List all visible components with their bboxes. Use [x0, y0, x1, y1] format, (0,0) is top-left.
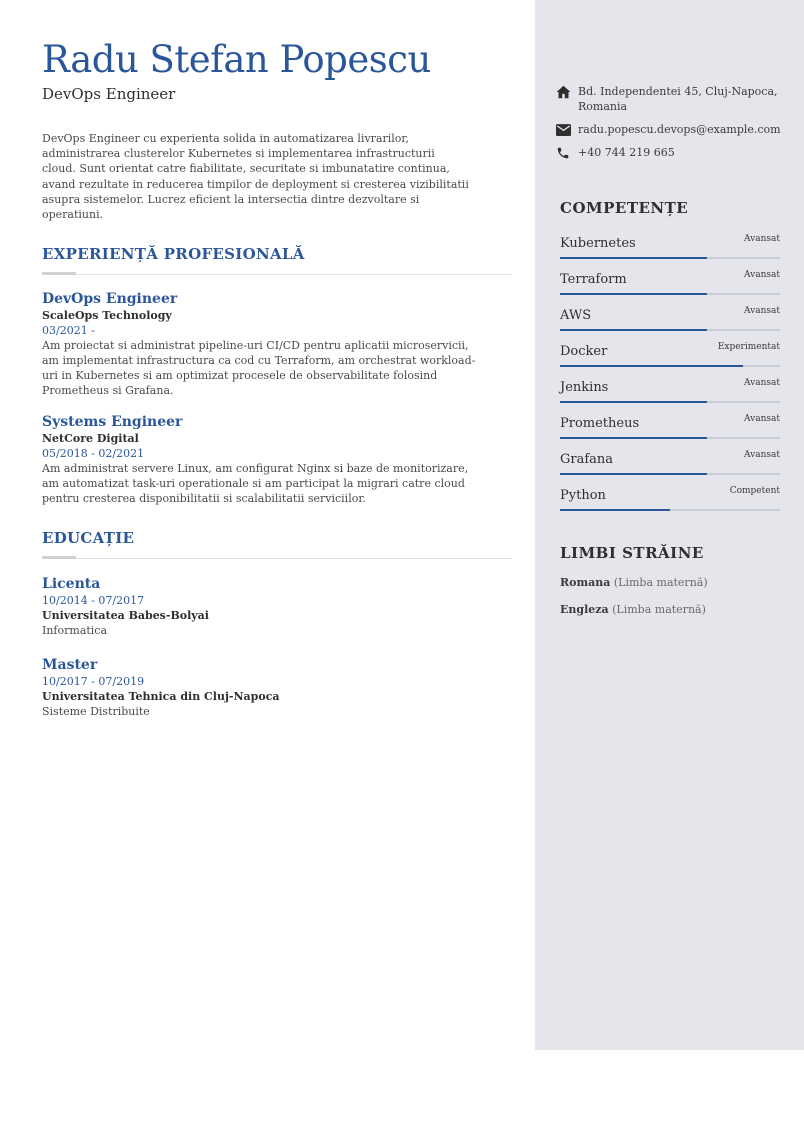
job-title: DevOps Engineer [42, 85, 176, 103]
skills-section [560, 198, 780, 522]
profile-summary: DevOps Engineer cu experienta solida in automatizarea livrarilor, administrarea clusterelor Kubernetes si implementarea infrastructurii cloud. Sunt orientat catre fiabilitate, securitate si imbunatatire continua, avand rezultate in reducerea timpilor de deployment si cresterea vizibilitatii asupra sistemelor. Lucrez eficient la intersectia dintre dezvoltare si operatiuni. [42, 132, 469, 222]
skill-bar-track [560, 437, 780, 439]
education-school: Universitatea Babes-Bolyai [42, 609, 209, 623]
skill-item [560, 378, 780, 414]
education-field: Informatica [42, 624, 108, 638]
skill-bar-track [560, 473, 780, 475]
education-school: Universitatea Tehnica din Cluj-Napoca [42, 690, 280, 704]
skill-bar-track [560, 365, 780, 367]
skill-item [560, 450, 780, 486]
language-level: (Limba maternă) [612, 603, 706, 616]
skill-bar-fill [560, 293, 707, 295]
home-icon [555, 84, 571, 99]
experience-heading: EXPERIENȚĂ PROFESIONALĂ [42, 245, 305, 264]
skill-level: Avansat [744, 414, 780, 424]
phone-text: +40 744 219 665 [578, 146, 675, 159]
skill-level: Avansat [744, 270, 780, 280]
skill-item [560, 414, 780, 450]
skill-item [560, 486, 780, 522]
education-degree: Licenta [42, 576, 101, 593]
skill-item [560, 342, 780, 378]
experience-description: Am administrat servere Linux, am configurat Nginx si baze de monitorizare, am automatizat task-uri operationale si am participat la migrari catre cloud pentru cresterea disponibilitatii si scalabilitatii serviciilor. [42, 462, 469, 506]
skill-name: Kubernetes [560, 236, 636, 251]
skill-bar-track [560, 401, 780, 403]
experience-role: Systems Engineer [42, 414, 183, 431]
language-name: Engleza [560, 603, 609, 616]
skill-name: Grafana [560, 452, 614, 467]
skill-bar-fill [560, 257, 707, 259]
skill-level: Competent [729, 486, 780, 496]
experience-role: DevOps Engineer [42, 291, 178, 308]
skill-bar-track [560, 293, 780, 295]
phone-icon [555, 145, 571, 160]
contact-block [555, 84, 785, 168]
email-link[interactable]: radu.popescu.devops@example.com [578, 123, 781, 136]
education-field: Sisteme Distribuite [42, 705, 150, 719]
language-item [560, 575, 780, 590]
skill-name: Jenkins [560, 380, 609, 395]
experience-entry [42, 413, 512, 506]
language-name: Romana [560, 576, 611, 589]
experience-dates: 05/2018 - 02/2021 [42, 447, 145, 461]
experience-section [42, 244, 512, 506]
email-icon [555, 122, 571, 137]
skill-name: AWS [560, 308, 592, 323]
skill-level: Avansat [744, 306, 780, 316]
skill-name: Terraform [560, 272, 627, 287]
language-item [560, 602, 780, 617]
skill-name: Prometheus [560, 416, 640, 431]
address-text: Bd. Independentei 45, Cluj-Napoca, Romania [578, 85, 778, 113]
contact-phone [555, 145, 785, 160]
skill-level: Experimentat [717, 342, 780, 352]
skill-item [560, 270, 780, 306]
skill-level: Avansat [744, 234, 780, 244]
skill-level: Avansat [744, 378, 780, 388]
skill-bar-track [560, 257, 780, 259]
skill-bar-fill [560, 329, 707, 331]
languages-section [560, 543, 780, 617]
experience-company: ScaleOps Technology [42, 309, 172, 323]
experience-description: Am proiectat si administrat pipeline-uri CI/CD pentru aplicatii microservicii, am implementat infrastructura ca cod cu Terraform, am orchestrat workload-uri in Kubernetes si am optimizat procesele de observabilitate folosind Prometheus si Grafana. [42, 339, 476, 398]
experience-entry [42, 290, 512, 398]
education-dates: 10/2014 - 07/2017 [42, 594, 145, 608]
education-section [42, 528, 512, 719]
skill-item [560, 306, 780, 342]
skill-bar-fill [560, 401, 707, 403]
education-dates: 10/2017 - 07/2019 [42, 675, 145, 689]
contact-email [555, 122, 785, 137]
education-entry [42, 575, 512, 638]
education-entry [42, 656, 512, 719]
skill-item [560, 234, 780, 270]
skill-bar-fill [560, 437, 707, 439]
skills-heading: COMPETENȚE [560, 199, 689, 217]
languages-heading: LIMBI STRĂINE [560, 544, 704, 562]
candidate-name: Radu Stefan Popescu [42, 38, 431, 81]
education-heading: EDUCAȚIE [42, 529, 135, 548]
section-divider [42, 272, 512, 275]
experience-company: NetCore Digital [42, 432, 139, 446]
skill-level: Avansat [744, 450, 780, 460]
skill-bar-fill [560, 473, 707, 475]
main-column [42, 36, 512, 719]
skill-bar-fill [560, 509, 670, 511]
language-level: (Limba maternă) [613, 576, 708, 589]
section-divider [42, 556, 512, 559]
skill-bar-track [560, 509, 780, 511]
contact-address [555, 84, 785, 114]
skill-name: Docker [560, 344, 608, 359]
skill-bar-fill [560, 365, 743, 367]
education-degree: Master [42, 657, 98, 674]
skill-name: Python [560, 488, 606, 503]
skill-bar-track [560, 329, 780, 331]
experience-dates: 03/2021 - [42, 324, 95, 338]
